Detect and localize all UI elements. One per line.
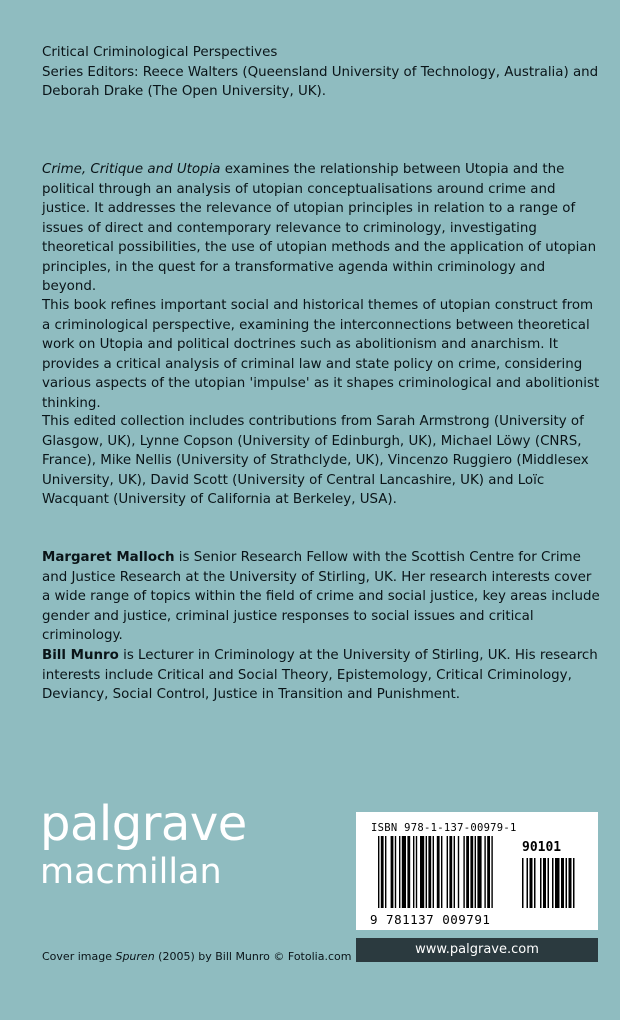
barcode-bar (458, 836, 459, 908)
barcode-bar (395, 836, 396, 908)
barcode-bar (433, 836, 434, 908)
blurb-paragraph-1 (42, 160, 602, 297)
blurb-paragraph-1-text: examines the relationship between Utopia and the political through an analysis of utopian conceptualisations around crime and justice. It addresses the relevance of utopian principles in relation to a range of issues of direct and contemporary relevance to criminology, investigating theoretical possibilities, the use of utopian methods and the application of utopian principles, in the quest for a transformative agenda within criminology and beyond. (42, 162, 597, 294)
series-title: Critical Criminological Perspectives (42, 45, 278, 60)
barcode-addon-bar (543, 858, 546, 908)
barcode-addon-bar (566, 858, 568, 908)
barcode-addon-bar (569, 858, 572, 908)
author-name-2: Bill Munro (42, 648, 119, 663)
barcode-bar (407, 836, 410, 908)
series-editors-line1: Series Editors: Reece Walters (Queensland University of Technology, Australia) and (42, 64, 599, 80)
barcode-bar (454, 836, 455, 908)
barcode-bar (413, 836, 414, 908)
barcode-bar (378, 836, 379, 908)
barcode-addon-bar (540, 858, 542, 908)
author-bio-2-text: is Lecturer in Criminology at the University of Stirling, UK. His research interests include Critical and Social Theory, Epistemology, Critical Criminology, Deviancy, Social Control, Justice in Transition and Punishment. (42, 648, 598, 702)
barcode-bar (463, 836, 464, 908)
barcode-bar (470, 836, 473, 908)
barcode-addon-bar (534, 858, 536, 908)
barcode-addon-bar (561, 858, 564, 908)
barcode-bar (426, 836, 427, 908)
barcode-addon-bar (573, 858, 575, 908)
barcode-bar (447, 836, 448, 908)
credit-prefix: Cover image (42, 950, 116, 963)
blurb-paragraph-3-text: This edited collection includes contributions from Sarah Armstrong (University of Glasgow, UK), Lynne Copson (University of Edinburgh, UK), Michael Löwy (CNRS, France), Mike Nellis (University of Strathclyde, UK), Vincenzo Ruggiero (Middlesex University, UK), David Scott (University of Central Lancashire, UK) and Loïc Wacquant (University of California at Berkeley, USA). (42, 414, 589, 507)
barcode-addon-bar (555, 858, 560, 908)
blurb-paragraph-2-text: This book refines important social and historical themes of utopian construct from a criminological perspective, examining the interconnections between theoretical work on Utopia and political doctrines such as abolitionism and anarchism. It provides a critical analysis of criminal law and state policy on crime, considering various aspects of the utopian 'impulse' as it shapes criminological and abolitionist thinking. (42, 298, 600, 411)
price-code: 90101 (522, 840, 562, 855)
barcode-digits: 9 781137 009791 (370, 912, 491, 927)
series-editors-line2: Deborah Drake (The Open University, UK). (42, 84, 327, 99)
barcode-bar (487, 836, 490, 908)
barcode-bar (402, 836, 406, 908)
barcode-bar (428, 836, 431, 908)
barcode-bar (475, 836, 476, 908)
series-info (42, 43, 602, 102)
barcode-bar (381, 836, 384, 908)
book-title: Crime, Critique and Utopia (42, 162, 221, 177)
barcode-bar (399, 836, 400, 908)
barcode-bar (416, 836, 417, 908)
barcode-bar (437, 836, 440, 908)
blurb-paragraph-2 (42, 296, 602, 413)
barcode-bar (420, 836, 424, 908)
barcode-addon-bar (522, 858, 524, 908)
credit-title: Spuren (115, 950, 155, 963)
publisher-url[interactable]: www.palgrave.com (356, 938, 598, 962)
barcode-bar (385, 836, 386, 908)
barcode-bar (441, 836, 442, 908)
author-bio-2 (42, 646, 602, 705)
author-bio-1-text: is Senior Research Fellow with the Scottish Centre for Crime and Justice Research at the University of Stirling, UK. Her research interests cover a wide range of topics within the field of crime and social justice, key areas include gender and justice, criminal justice responses to social issues and critical criminology. (42, 550, 600, 643)
barcode-bar (391, 836, 394, 908)
barcode-bar (466, 836, 469, 908)
logo-macmillan: macmillan (40, 852, 222, 892)
barcode-box (356, 812, 598, 930)
barcode-addon-bar (552, 858, 554, 908)
barcode-addon-bar (548, 858, 550, 908)
barcode-addon-bar (527, 858, 529, 908)
barcode-bar (491, 836, 492, 908)
author-name-1: Margaret Malloch (42, 550, 175, 565)
barcode-addon-bar (530, 858, 533, 908)
barcode-bar (449, 836, 452, 908)
barcode-bar (477, 836, 481, 908)
credit-suffix: (2005) by Bill Munro © Fotolia.com (154, 950, 352, 963)
author-bio-1 (42, 548, 602, 646)
blurb-paragraph-3 (42, 412, 602, 510)
isbn-label: ISBN 978-1-137-00979-1 (371, 822, 517, 834)
cover-credit (42, 950, 351, 964)
publisher-logo (40, 796, 247, 892)
barcode-bar (484, 836, 485, 908)
logo-palgrave: palgrave (40, 796, 247, 852)
